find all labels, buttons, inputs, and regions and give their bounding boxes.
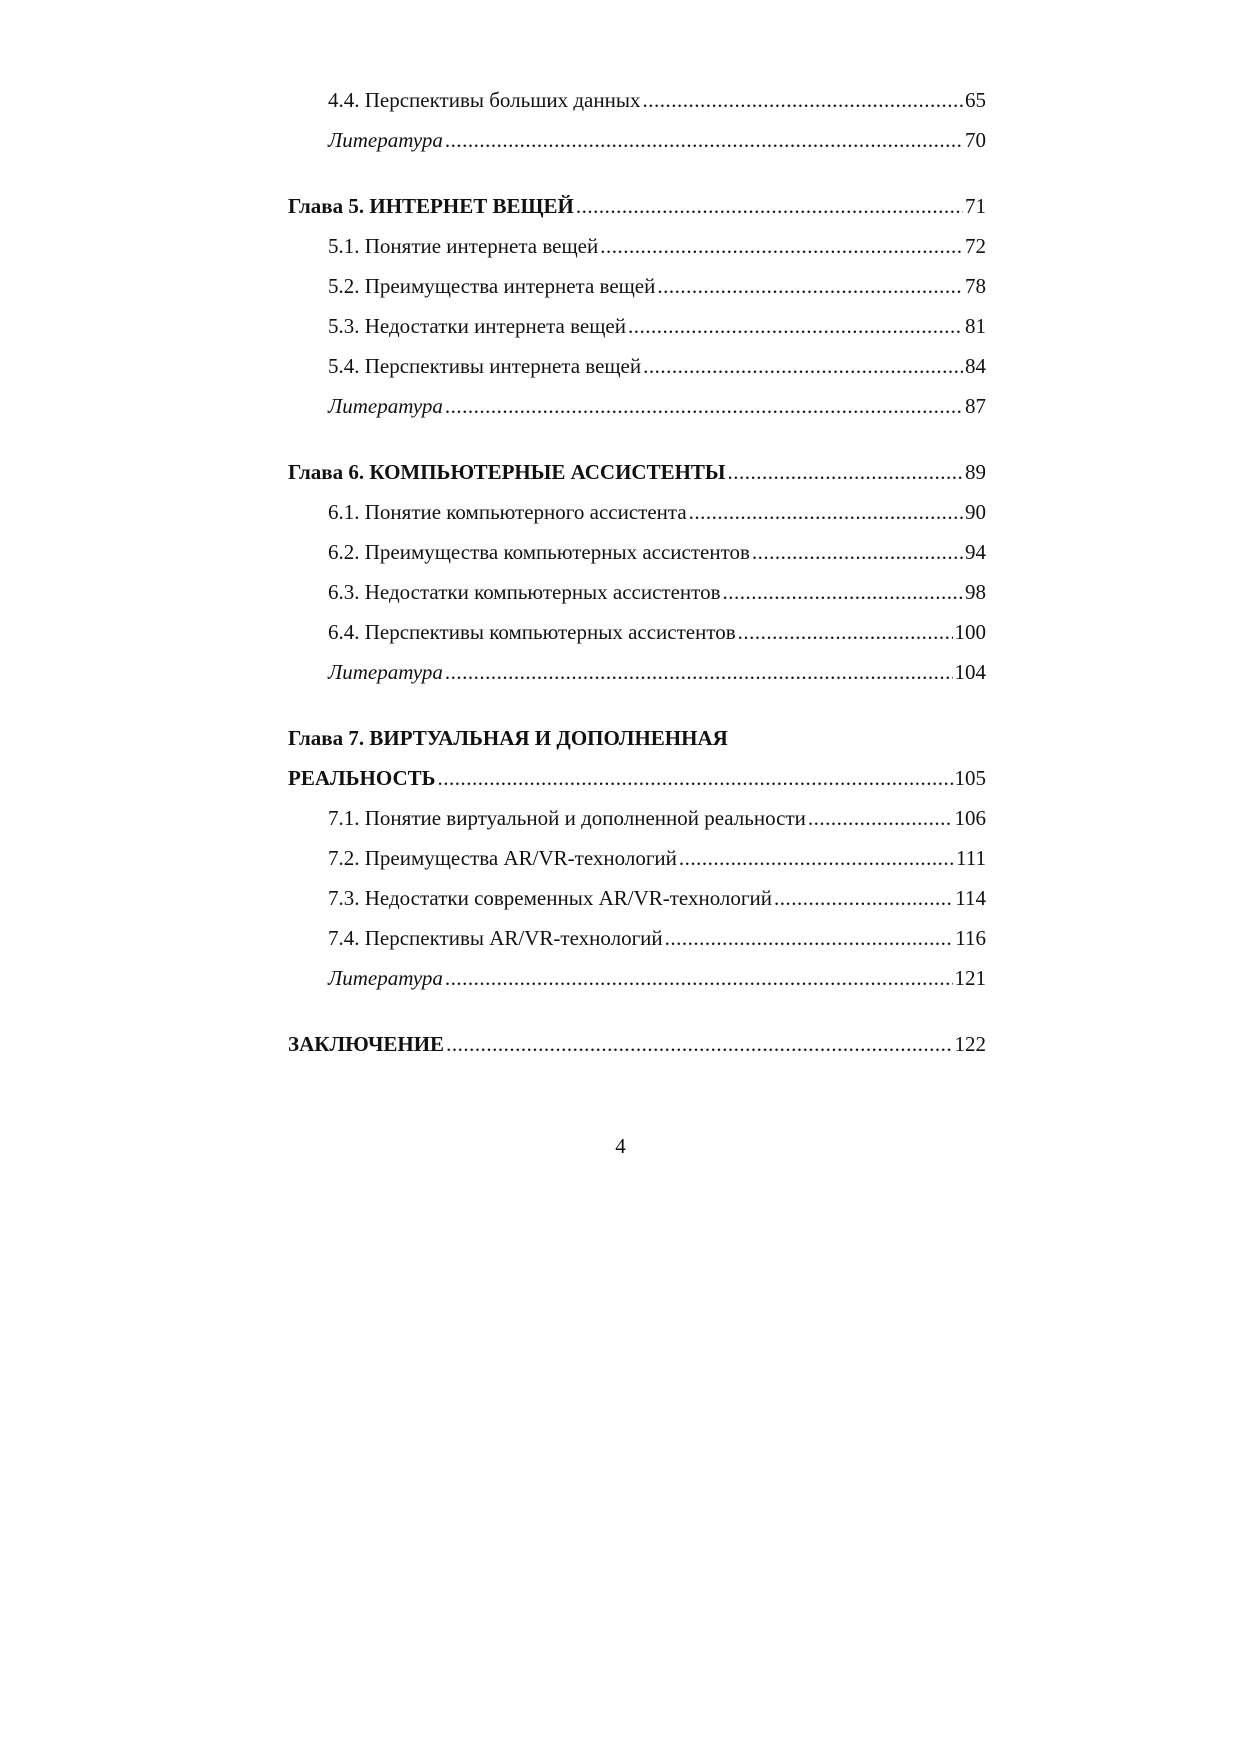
toc-entry-5-2[interactable] bbox=[288, 266, 986, 306]
dot-leader bbox=[752, 532, 963, 572]
toc-entry-literature-7[interactable] bbox=[288, 958, 986, 998]
toc-entry-page: 111 bbox=[956, 846, 986, 870]
toc-entry-label: 6.4. Перспективы компьютерных ассистентов bbox=[328, 620, 736, 644]
toc-entry-label: 5.3. Недостатки интернета вещей bbox=[328, 314, 626, 338]
toc-chapter-label: Глава 6. КОМПЬЮТЕРНЫЕ АССИСТЕНТЫ bbox=[288, 460, 726, 484]
toc-chapter-label: Глава 5. ИНТЕРНЕТ ВЕЩЕЙ bbox=[288, 194, 574, 218]
toc-chapter-6[interactable] bbox=[288, 452, 986, 492]
dot-leader bbox=[643, 346, 963, 386]
dot-leader bbox=[445, 958, 953, 998]
toc-entry-page: 90 bbox=[965, 500, 986, 524]
toc-chapter-label: РЕАЛЬНОСТЬ bbox=[288, 766, 436, 790]
toc-entry-page: 104 bbox=[954, 660, 986, 684]
dot-leader bbox=[445, 386, 963, 426]
toc-entry-label: 4.4. Перспективы больших данных bbox=[328, 88, 641, 112]
toc-entry-7-3[interactable] bbox=[288, 878, 986, 918]
toc-entry-page: 87 bbox=[965, 394, 986, 418]
toc-entry-7-4[interactable] bbox=[288, 918, 986, 958]
toc-entry-label: 6.1. Понятие компьютерного ассистента bbox=[328, 500, 687, 524]
toc-entry-label: 7.4. Перспективы AR/VR-технологий bbox=[328, 926, 663, 950]
toc-chapter-7[interactable] bbox=[288, 758, 986, 798]
dot-leader bbox=[438, 758, 953, 798]
dot-leader bbox=[642, 80, 963, 120]
toc-entry-label: 6.2. Преимущества компьютерных ассистентов bbox=[328, 540, 750, 564]
toc-entry-page: 114 bbox=[955, 886, 986, 910]
dot-leader bbox=[723, 572, 964, 612]
dot-leader bbox=[445, 120, 963, 160]
toc-entry-6-3[interactable] bbox=[288, 572, 986, 612]
toc-entry-label: Литература bbox=[328, 966, 443, 990]
toc-entry-6-2[interactable] bbox=[288, 532, 986, 572]
toc-chapter-label: ЗАКЛЮЧЕНИЕ bbox=[288, 1032, 445, 1056]
toc-entry-5-4[interactable] bbox=[288, 346, 986, 386]
toc-entry-literature-6[interactable] bbox=[288, 652, 986, 692]
toc-entry-5-3[interactable] bbox=[288, 306, 986, 346]
toc-entry-page: 78 bbox=[965, 274, 986, 298]
toc-entry-page: 65 bbox=[965, 88, 986, 112]
toc-entry-7-1[interactable] bbox=[288, 798, 986, 838]
dot-leader bbox=[576, 186, 963, 226]
toc-entry-page: 106 bbox=[954, 806, 986, 830]
toc-entry-7-2[interactable] bbox=[288, 838, 986, 878]
toc-entry-6-1[interactable] bbox=[288, 492, 986, 532]
toc-entry-label: 5.4. Перспективы интернета вещей bbox=[328, 354, 642, 378]
dot-leader bbox=[689, 492, 963, 532]
toc-entry-label: 7.1. Понятие виртуальной и дополненной реальности bbox=[328, 806, 806, 830]
dot-leader bbox=[774, 878, 953, 918]
toc-entry-page: 81 bbox=[965, 314, 986, 338]
toc-entry-page: 72 bbox=[965, 234, 986, 258]
toc-entry-page: 70 bbox=[965, 128, 986, 152]
toc-entry-page: 84 bbox=[965, 354, 986, 378]
toc-entry-label: 7.2. Преимущества AR/VR-технологий bbox=[328, 846, 677, 870]
dot-leader bbox=[808, 798, 953, 838]
toc-entry-label: 5.1. Понятие интернета вещей bbox=[328, 234, 599, 258]
toc-entry-page: 116 bbox=[955, 926, 986, 950]
toc-entry-literature-5[interactable] bbox=[288, 386, 986, 426]
toc-entry-label: Литература bbox=[328, 660, 443, 684]
toc-entry-5-1[interactable] bbox=[288, 226, 986, 266]
toc-entry-literature-4[interactable] bbox=[288, 120, 986, 160]
dot-leader bbox=[446, 1024, 952, 1064]
toc-entry-page: 105 bbox=[954, 766, 986, 790]
toc-chapter-7-title-line1[interactable]: Глава 7. ВИРТУАЛЬНАЯ И ДОПОЛНЕННАЯ bbox=[288, 726, 728, 750]
toc-entry-page: 94 bbox=[965, 540, 986, 564]
toc-entry-label: 7.3. Недостатки современных AR/VR-технологий bbox=[328, 886, 772, 910]
toc-entry-label: Литература bbox=[328, 128, 443, 152]
toc-entry-6-4[interactable] bbox=[288, 612, 986, 652]
dot-leader bbox=[728, 452, 963, 492]
dot-leader bbox=[628, 306, 963, 346]
toc-chapter-5[interactable] bbox=[288, 186, 986, 226]
toc-entry-label: Литература bbox=[328, 394, 443, 418]
toc-entry-page: 89 bbox=[965, 460, 986, 484]
toc-entry-page: 71 bbox=[965, 194, 986, 218]
toc-entry-label: 5.2. Преимущества интернета вещей bbox=[328, 274, 656, 298]
page-number: 4 bbox=[615, 1134, 626, 1158]
dot-leader bbox=[600, 226, 963, 266]
toc-entry-label: 6.3. Недостатки компьютерных ассистентов bbox=[328, 580, 721, 604]
dot-leader bbox=[445, 652, 953, 692]
dot-leader bbox=[657, 266, 963, 306]
dot-leader bbox=[665, 918, 954, 958]
dot-leader bbox=[679, 838, 954, 878]
toc-entry-4-4[interactable] bbox=[288, 80, 986, 120]
table-of-contents bbox=[288, 80, 986, 1064]
dot-leader bbox=[738, 612, 953, 652]
toc-conclusion[interactable] bbox=[288, 1024, 986, 1064]
toc-entry-page: 100 bbox=[954, 620, 986, 644]
toc-entry-page: 98 bbox=[965, 580, 986, 604]
toc-entry-page: 122 bbox=[954, 1032, 986, 1056]
toc-entry-page: 121 bbox=[954, 966, 986, 990]
